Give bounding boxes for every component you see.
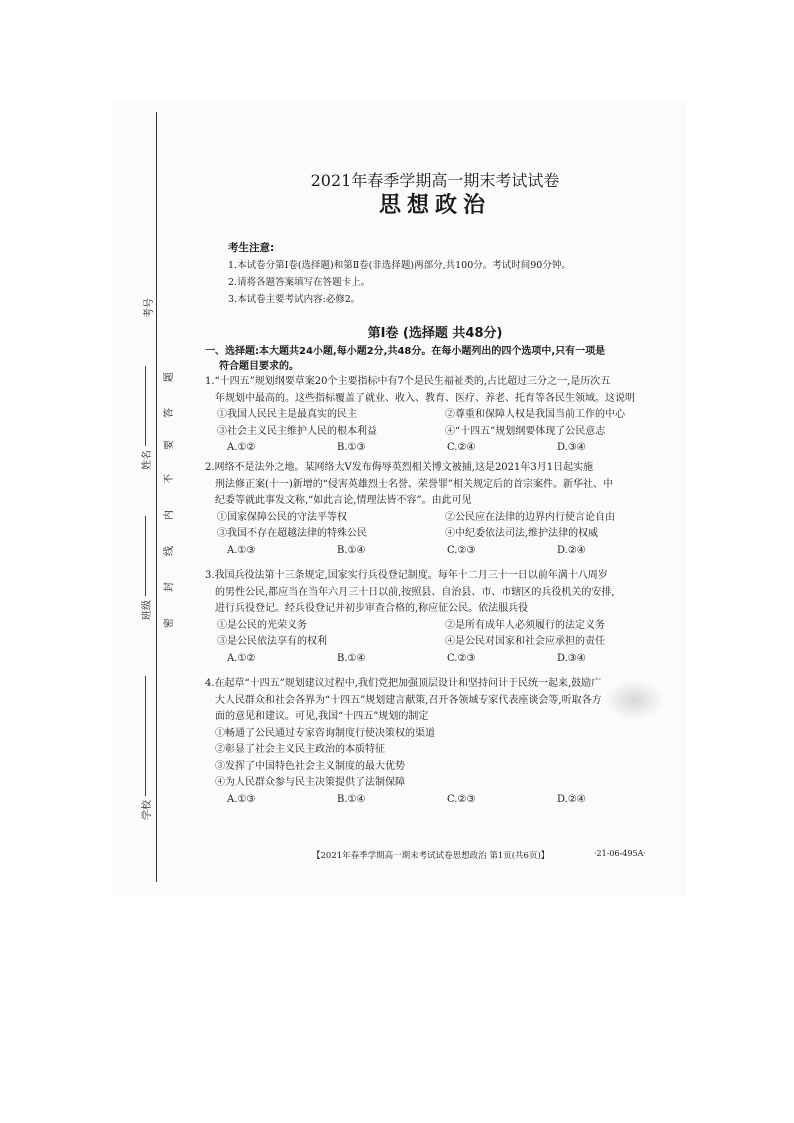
- instruction-line: 符合题目要求的。: [219, 361, 299, 372]
- choice-a: A.①②: [227, 652, 256, 664]
- statement-row: [205, 526, 667, 543]
- seal-char: 内: [164, 510, 175, 520]
- choice-row: [205, 543, 667, 560]
- exam-number-field: [140, 298, 155, 318]
- choice-a: A.①③: [227, 793, 256, 805]
- statement-row: [205, 510, 667, 527]
- choice-c: C.②④: [447, 442, 476, 453]
- question-text: 纪委等就此事发文称,“如此言论,情理法皆不容”。由此可见: [215, 495, 472, 506]
- seal-char: 答: [164, 408, 175, 418]
- class-label: 班级: [142, 600, 153, 620]
- question-2: [205, 460, 667, 559]
- binding-line: [156, 112, 157, 882]
- exam-number-label: 考号: [144, 298, 155, 318]
- subject-title: 思想政治: [378, 192, 491, 218]
- statement: ③发挥了中国特色社会主义制度的最大优势: [215, 760, 405, 772]
- choice-b: B.①③: [337, 442, 366, 453]
- question-3: [205, 568, 667, 667]
- statement: ①畅通了公民通过专家咨询制度行使决策权的渠道: [215, 727, 435, 739]
- choice-d: D.③④: [557, 442, 586, 453]
- name-label: 姓名: [142, 450, 153, 470]
- statement: ④中纪委依法司法,维护法律的权威: [445, 528, 599, 539]
- question-4: [205, 676, 667, 808]
- seal-char: 密: [164, 618, 175, 628]
- statement: ②是所有成年人必须履行的法定义务: [445, 619, 605, 631]
- statement: ③我国不存在超越法律的特殊公民: [217, 528, 367, 539]
- statement-row: [205, 424, 667, 441]
- choice-b: B.①④: [337, 793, 366, 805]
- choice-a: A.①③: [227, 544, 256, 556]
- statement: ②彰显了社会主义民主政治的本质特征: [215, 744, 385, 755]
- choice-d: D.②④: [557, 544, 586, 556]
- page-footer: 【2021年春季学期高一期末考试试卷思想政治 第1页(共6页)】: [312, 851, 550, 861]
- statement: ④是公民对国家和社会应承担的责任: [445, 636, 605, 647]
- statement-row: [205, 407, 667, 424]
- name-field: [138, 366, 153, 470]
- choice-a: A.①②: [227, 442, 256, 453]
- class-field: [138, 516, 153, 620]
- statement: ④为人民群众参与民主决策提供了法制保障: [215, 777, 405, 788]
- question-text: 进行兵役登记。经兵役登记并初步审查合格的,称应征公民。依法服兵役: [215, 603, 529, 614]
- seal-char: 线: [164, 546, 175, 556]
- school-blank: [145, 676, 146, 796]
- notice-item: 3.本试卷主要考试内容:必修2。: [228, 294, 361, 305]
- question-text: 4.在起草“十四五”规划建议过程中,我们党把加强顶层设计和坚持问计于民统一起来,鼓励广: [205, 678, 602, 689]
- question-text: 大人民群众和社会各界为“十四五”规划建言献策,召开各领域专家代表座谈会等,听取各方: [215, 694, 602, 706]
- statement: ③是公民依法享有的权利: [217, 636, 327, 647]
- statement: ②尊重和保障人权是我国当前工作的中心: [445, 409, 625, 420]
- seal-char: 题: [164, 372, 175, 382]
- question-text: 面的意见和建议。可见,我国“十四五”规划的制定: [215, 711, 429, 722]
- question-text: 年规划中最高的。这些指标覆盖了就业、收入、教育、医疗、养老、托育等各民生领域。这说明: [215, 392, 635, 404]
- choice-row: [205, 792, 667, 809]
- choice-c: C.②③: [447, 544, 476, 556]
- exam-title: 2021年春季学期高一期末考试试卷: [310, 171, 560, 190]
- school-field: [138, 676, 153, 820]
- statement: ②公民应在法律的边界内行使言论自由: [445, 511, 615, 523]
- choice-b: B.①④: [337, 544, 366, 556]
- statement-row: [205, 634, 667, 651]
- choice-b: B.①④: [337, 652, 366, 664]
- instruction-line: 一、选择题:本大题共24小题,每小题2分,共48分。在每小题列出的四个选项中,只有一项是: [205, 346, 606, 357]
- name-blank: [145, 366, 146, 446]
- question-text: 刑法修正案(十一)新增的“侵害英雄烈士名誉、荣誉罪”相关规定后的首宗案件。新华社、中: [215, 478, 614, 490]
- statement: ①我国人民民主是最真实的民主: [217, 409, 357, 420]
- choice-d: D.②④: [557, 793, 586, 805]
- question-text: 2.网络不是法外之地。某网络大V发布侮辱英烈相关博文被捕,这是2021年3月1日起实施: [205, 462, 594, 473]
- section-title: 第Ⅰ卷 (选择题 共48分): [367, 326, 503, 341]
- seal-char: 不: [164, 474, 175, 484]
- question-text: 1.“十四五”规划纲要草案20个主要指标中有7个是民生福祉类的,占比超过三分之一,是历次五: [205, 376, 611, 387]
- statement: ①是公民的光荣义务: [217, 619, 307, 631]
- statement: ①国家保障公民的守法平等权: [217, 511, 347, 523]
- section-instructions: [205, 344, 665, 374]
- notice-item: 1.本试卷分第Ⅰ卷(选择题)和第Ⅱ卷(非选择题)两部分,共100分。考试时间90分钟。: [228, 260, 571, 271]
- statement: ③社会主义民主维护人民的根本利益: [217, 425, 377, 437]
- choice-c: C.②③: [447, 793, 476, 805]
- statement-row: [205, 618, 667, 635]
- paper-code: ·21-06-495A·: [594, 849, 646, 858]
- question-text: 3.我国兵役法第十三条规定,国家实行兵役登记制度。每年十二月三十一日以前年满十八周岁: [205, 570, 608, 581]
- notice-heading: 考生注意:: [228, 242, 275, 254]
- statement: ④“十四五”规划纲要体现了公民意志: [445, 425, 606, 437]
- choice-row: [205, 651, 667, 668]
- candidate-notice: [228, 240, 571, 308]
- choice-row: [205, 440, 667, 457]
- class-blank: [145, 516, 146, 596]
- question-1: [205, 374, 667, 457]
- choice-c: C.②③: [447, 652, 476, 664]
- seal-char: 封: [164, 582, 175, 592]
- school-label: 学校: [142, 800, 153, 820]
- question-text: 的男性公民,都应当在当年六月三十日以前,按照县、自治县、市、市辖区的兵役机关的安排,: [215, 586, 615, 598]
- notice-item: 2.请将各题答案填写在答题卡上。: [228, 277, 371, 288]
- choice-d: D.③④: [557, 652, 586, 664]
- seal-char: 要: [164, 440, 175, 450]
